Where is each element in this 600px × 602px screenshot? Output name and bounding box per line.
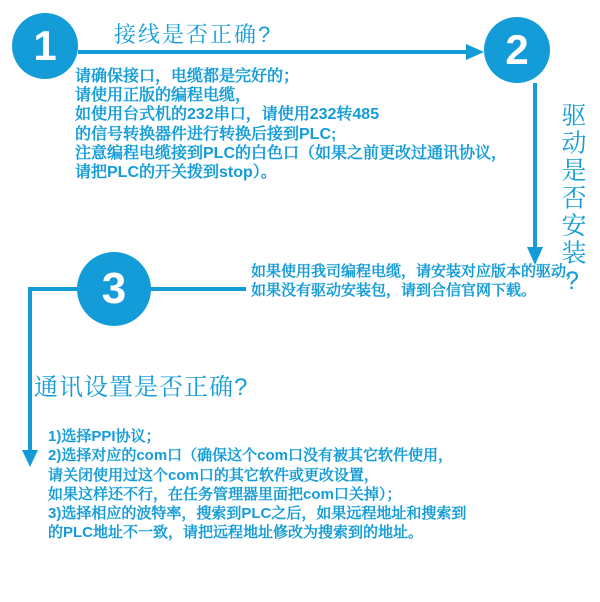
step2-title: 驱动是否安装?	[558, 102, 586, 298]
body-line: 请关闭使用过这个com口的其它软件或更改设置，	[48, 466, 379, 484]
step3-circle	[77, 252, 151, 326]
step1-circle	[12, 13, 78, 79]
body-line: 如果使用我司编程电缆，请安装对应版本的驱动，	[251, 263, 582, 280]
connector-step3-left	[28, 287, 78, 291]
body-line: 注意编程电缆接到PLC的白色口（如果之前更改过通讯协议，	[75, 144, 508, 162]
body-line: 如果没有驱动安装包，请到合信官网下载。	[251, 281, 537, 299]
arrowhead-right-icon	[466, 44, 484, 60]
body-line: 2)选择对应的com口（确保这个com口没有被其它软件使用，	[48, 447, 454, 465]
step2-number: 2	[505, 26, 529, 73]
step1-number: 1	[33, 22, 57, 69]
body-line: 请使用正版的编程电缆，	[75, 87, 252, 105]
body-line: 3)选择相应的波特率，搜索到PLC之后，如果远程地址和搜索到	[48, 505, 467, 523]
body-line: 的信号转换器件进行转换后接到PLC;	[75, 125, 337, 143]
connector-step1-to-step2	[78, 50, 467, 54]
connector-step3-down	[28, 287, 32, 451]
step3-number: 3	[101, 264, 127, 313]
connector-step2-to-step3	[533, 83, 537, 248]
step2-circle	[484, 17, 550, 83]
step2-body	[251, 263, 581, 300]
body-line: 请把PLC的开关拨到stop）。	[75, 164, 277, 182]
step3-body	[48, 427, 466, 543]
step1-title: 接线是否正确?	[114, 22, 273, 47]
body-line: 的PLC地址不一致，请把远程地址修改为搜索到的地址。	[48, 524, 424, 542]
arrowhead-down-icon	[22, 450, 38, 467]
body-line: 如使用台式机的232串口，请使用232转485	[75, 106, 380, 124]
step1-body	[75, 67, 507, 182]
connector-step3-right	[150, 287, 246, 291]
body-line: 如果这样还不行，在任务管理器里面把com口关掉）；	[48, 485, 402, 503]
body-line: 1)选择PPI协议；	[48, 428, 161, 445]
body-line: 请确保接口，电缆都是完好的；	[75, 68, 300, 85]
step3-title: 通讯设置是否正确?	[34, 374, 249, 401]
